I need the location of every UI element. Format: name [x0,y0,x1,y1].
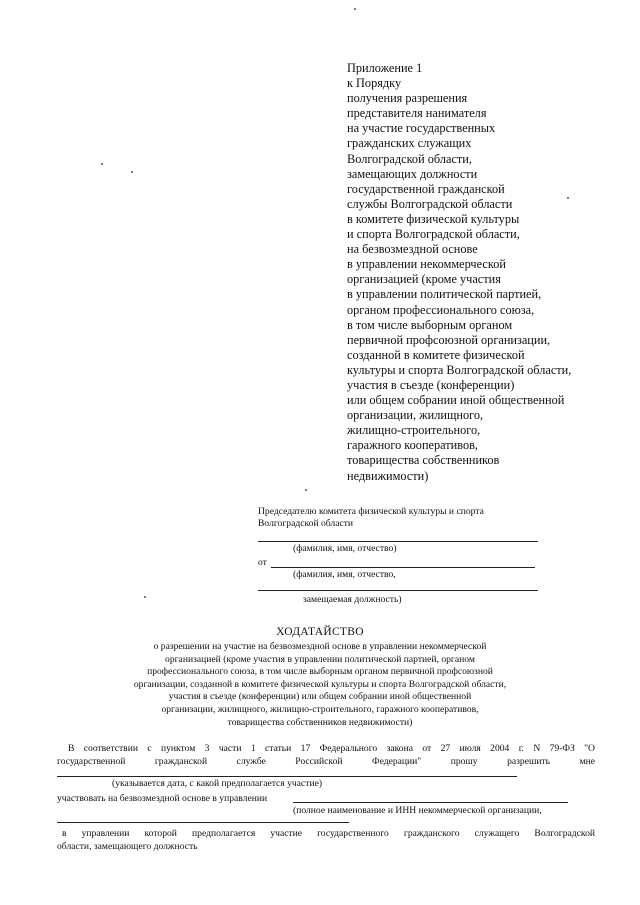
appendix-line: организацией (кроме участия [347,272,501,287]
participate-label: участвовать на безвозмездной основе в управлении [57,793,268,804]
appendix-line: к Порядку [347,76,402,91]
scan-speck [305,489,307,491]
appendix-line: в управлении некоммерческой [347,257,506,272]
scan-speck [131,171,133,173]
subject-line: организацией (кроме участия в управлении политической партией, органом [165,653,475,665]
addressee-line: Волгоградской области [258,518,354,529]
appendix-line: Приложение 1 [347,61,423,75]
appendix-line: гражданских служащих [347,136,472,151]
position-field[interactable] [258,590,538,591]
appendix-line: участия в съезде (конференции) [347,377,515,392]
appendix-line: или общем собрании иной общественной [347,393,565,408]
appendix-line: гаражного кооперативов, [347,438,478,453]
subject-line: профессионального союза, в том числе выборным органом первичной профсоюзной [147,666,493,678]
appendix-line: и спорта Волгоградской области, [347,227,520,242]
appendix-line: в комитете физической культуры [347,211,520,226]
subject-line: о разрешении на участие на безвозмездной основе в управлении некоммерческой [153,641,487,652]
addressee-line: Председателю комитета физической культуры и спорта [258,506,484,517]
body-line: в управлении которой предполагается участие государственного гражданского служащего Волгоградской [62,828,595,839]
from-label: от [258,557,267,568]
applicant-caption: (фамилия, имя, отчество, [293,569,396,580]
organization-field[interactable] [293,802,568,803]
document-title: ХОДАТАЙСТВО [276,626,364,638]
subject-line: организации, созданной в комитете физической культуры и спорта Волгоградской области, [133,678,507,690]
petition-subject [90,641,550,729]
scan-speck [144,596,146,598]
addressee-block [258,506,558,530]
appendix-line: культуры и спорта Волгоградской области, [347,362,572,377]
appendix-line: на участие государственных [347,121,496,136]
body-line: В соответствии с пунктом 3 части 1 статьи 17 Федерального закона от 27 июля 2004 г. N 79-ФЗ "О [68,743,595,754]
appendix-line: службы Волгоградской области [347,196,513,211]
appendix-line: представителя нанимателя [347,106,487,121]
subject-line: организации, жилищного, жилищно-строительного, гаражного кооперативов, [161,703,479,715]
addressee-name-field[interactable] [258,541,538,542]
appendix-line: организации, жилищного, [347,408,484,423]
appendix-line: созданной в комитете физической [347,347,525,362]
appendix-line: государственной гражданской [347,181,505,196]
scan-speck [354,8,356,10]
body-line: государственной гражданской службе Российской Федерации" прошу разрешить мне [57,756,595,767]
subject-line: товарищества собственников недвижимости) [227,716,413,728]
appendix-line: Волгоградской области, [347,151,472,166]
applicant-name-field[interactable] [271,567,535,568]
appendix-line: замещающих должности [347,166,478,181]
appendix-line: первичной профсоюзной организации, [347,332,551,347]
appendix-header [347,61,607,484]
scan-speck [101,163,103,165]
subject-line: участия в съезде (конференции) или общем собрании иной общественной [168,691,472,703]
appendix-line: недвижимости) [347,468,429,483]
organization-caption: (полное наименование и ИНН некоммерческой организации, [293,805,542,816]
date-caption: (указывается дата, с какой предполагается участие) [112,778,323,789]
date-field[interactable] [57,776,517,777]
appendix-line: в том числе выборным органом [347,317,513,332]
appendix-line: товарищества собственников [347,453,500,468]
name-caption: (фамилия, имя, отчество) [293,543,397,554]
position-caption: замещаемая должность) [303,594,402,605]
appendix-line: органом профессионального союза, [347,302,535,317]
organization-field-continued[interactable] [57,822,349,823]
appendix-line: жилищно-строительного, [347,423,481,438]
appendix-line: на безвозмездной основе [347,242,478,257]
appendix-line: в управлении политической партией, [347,287,542,302]
body-line: области, замещающего должность [57,841,198,852]
appendix-line: получения разрешения [347,91,468,106]
